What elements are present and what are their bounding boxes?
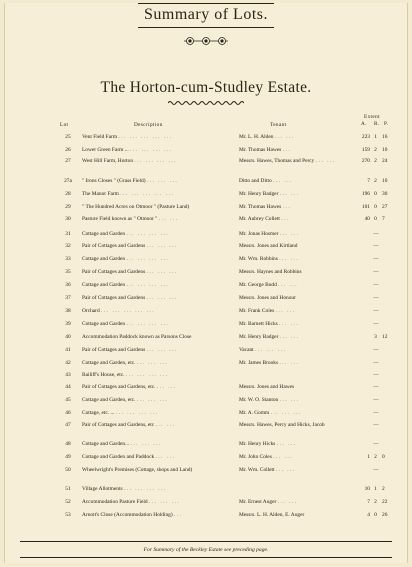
leader-dots: ... ... ... [270, 410, 302, 416]
tenant-name: Mr. Wm. Collett ... ... [239, 467, 296, 473]
leader-dots: ... ... [277, 499, 298, 505]
lot-description: Cottage and Garden... ... ... ... [82, 441, 162, 447]
extent-perches: 27 [382, 204, 388, 210]
leader-dots: ... ... [273, 454, 294, 460]
extent-none: — [373, 467, 379, 473]
lot-description: Wheelwright's Premises (Cottage, shops and Land) [82, 467, 193, 473]
lot-number: 50 [65, 467, 71, 473]
extent-none: — [373, 441, 379, 447]
leader-dots: ... ... [278, 282, 299, 288]
lot-description: Pair of Cottages and Gardens ... ... ... [82, 295, 178, 301]
extent-roods: 0 [374, 512, 377, 518]
lot-description: Cottage and Garden ... ... ... ... [82, 282, 170, 288]
extent-none: — [373, 360, 379, 366]
leader-dots: ... ... ... [148, 499, 181, 505]
lot-description: Pair of Cottages and Gardens, etc ... ... [82, 422, 176, 428]
leader-dots: ... ... ... [146, 347, 178, 353]
leader-dots: ... ... ... [146, 178, 179, 184]
tenant-name: Mr. A. Gomm ... ... ... [239, 410, 302, 416]
tenant-name: Vacant ... ... ... [239, 347, 287, 353]
wave-divider-icon [168, 100, 244, 106]
lot-number: 32 [65, 243, 71, 249]
lot-description: The Manor Farm ... ... ... ... ... [82, 191, 175, 197]
tenant-name: Messrs. L. H. Alden, E. Auger [239, 512, 305, 518]
extent-acres: 101 [361, 204, 370, 210]
page-title: Summary of Lots. [144, 6, 268, 23]
lot-description: West Hill Farm, Horton ... ... ... ... [82, 158, 178, 164]
extent-perches: 16 [382, 134, 388, 140]
extent-none: — [373, 243, 379, 249]
extent-acres: 196 [361, 191, 370, 197]
lot-number: 37 [65, 295, 71, 301]
lot-description: Bailiff's House, etc. ... ... ... ... [82, 372, 169, 378]
estate-title: The Horton-cum-Studley Estate. [100, 79, 312, 96]
lot-description: Pasture Field known as " Otmoor " ... ... [82, 216, 179, 222]
extent-acres: 4 [367, 512, 370, 518]
leader-dots: ... ... [279, 360, 300, 366]
ornament-icon [0, 35, 412, 49]
leader-dots: ... ... ... [130, 441, 162, 447]
lot-description: Accommodation Pasture Field ... ... ... [82, 499, 181, 505]
lot-number: 49 [65, 454, 71, 460]
leader-dots: ... [281, 216, 290, 222]
tenant-name: Ditto and Ditto ... ... [239, 178, 293, 184]
lot-description: Cottage and Garden and Paddock ... ... [82, 454, 176, 460]
lot-description: Lower Green Farm ... ... ... ... ... [82, 147, 173, 153]
leader-dots: ... ... [279, 256, 300, 262]
leader-dots: ... ... [275, 467, 296, 473]
lot-number: 30 [65, 216, 71, 222]
leader-dots: ... ... ... ... ... [101, 308, 156, 314]
leader-dots: ... ... ... [136, 397, 169, 403]
extent-none: — [373, 269, 379, 275]
extent-perches: 24 [382, 158, 388, 164]
leader-dots: ... ... ... [146, 243, 178, 249]
tenant-name: Mr. W. O. Stanton ... ... [239, 397, 300, 403]
leader-dots: ... ... ... ... [126, 231, 170, 237]
footnote-rule-top [20, 541, 392, 542]
extent-perches: 0 [382, 454, 385, 460]
header-roods: R. [374, 121, 380, 127]
tenant-name: Mr. Ernest Auger ... ... [239, 499, 298, 505]
header-lot: Lot [60, 122, 69, 128]
extent-none: — [373, 372, 379, 378]
extent-perches: 10 [382, 147, 388, 153]
lot-description: Pair of Cottages and Gardens ... ... ... [82, 243, 178, 249]
extent-roods: 2 [374, 147, 377, 153]
lot-number: 36 [65, 282, 71, 288]
lot-description: Cottage, etc. ... ... ... ... ... [82, 410, 159, 416]
extent-roods: 0 [374, 216, 377, 222]
footnote: For Summary of the Beckley Estate see preceding page. [143, 547, 269, 553]
extent-none: — [373, 410, 379, 416]
extent-acres: 1 [367, 454, 370, 460]
extent-roods: 2 [374, 178, 377, 184]
extent-acres: 159 [361, 147, 370, 153]
tenant-name: Mr. George Budd ... ... [239, 282, 299, 288]
header-tenant: Tenant [270, 122, 287, 128]
extent-roods: 2 [374, 158, 377, 164]
lot-description: " Irons Closes " (Grass Field) ... ... ... [82, 178, 179, 184]
tenant-name: Mr. Thomas Hawes ... [239, 204, 292, 210]
leader-dots: ... ... ... [146, 295, 178, 301]
extent-perches: 22 [382, 499, 388, 505]
extent-roods: 2 [374, 499, 377, 505]
tenant-name: Messrs. Hawes, Thomas and Percy ... ... [239, 158, 336, 164]
leader-dots: ... ... [276, 441, 297, 447]
lot-number: 31 [65, 231, 71, 237]
lot-number: 44 [65, 384, 71, 390]
title-rule-bottom [138, 27, 274, 28]
tenant-name: Mr. Henry Badger ... ... [239, 334, 300, 340]
lot-number: 53 [65, 512, 71, 518]
leader-dots: ... ... [156, 384, 177, 390]
extent-none: — [373, 422, 379, 428]
lot-number: 35 [65, 269, 71, 275]
leader-dots: ... ... ... ... [123, 486, 167, 492]
header-perches: P. [384, 121, 389, 127]
extent-acres: 7 [367, 499, 370, 505]
lot-number: 47 [65, 422, 71, 428]
leader-dots: ... ... ... [255, 347, 287, 353]
header-extent: Extent [364, 114, 380, 120]
leader-dots: ... ... [155, 422, 176, 428]
title-rule-top [138, 3, 274, 4]
tenant-name: Messrs. Jones and Hawes [239, 384, 295, 390]
tenant-name: Mr. Jonas Hosmer ... ... [239, 231, 300, 237]
tenant-name: Mr. Aubrey Collett ... [239, 216, 290, 222]
lot-number: 26 [65, 147, 71, 153]
leader-dots: ... ... ... ... ... [120, 191, 175, 197]
lot-number: 42 [65, 360, 71, 366]
leader-dots: ... ... [158, 216, 179, 222]
leader-dots: ... ... ... [136, 360, 169, 366]
leader-dots: ... ... [315, 158, 336, 164]
extent-acres: 223 [361, 134, 370, 140]
tenant-name: Mr. Henry Hicks ... ... [239, 441, 297, 447]
tenant-name: Messrs. Jones and Kirtland [239, 243, 298, 249]
leader-dots: ... ... [279, 231, 300, 237]
leader-dots: ... ... ... [146, 269, 178, 275]
extent-roods: 2 [374, 454, 377, 460]
lot-description: Cottage and Garden, etc. ... ... ... [82, 397, 169, 403]
leader-dots: ... [282, 204, 292, 210]
lot-description: Pair of Cottages and Gardens, etc. ... ... [82, 384, 177, 390]
lot-description: Cottage and Garden ... ... ... ... [82, 256, 170, 262]
lot-description: Pair of Cottages and Gardens ... ... ... [82, 347, 178, 353]
extent-roods: 1 [374, 486, 377, 492]
lot-number: 45 [65, 397, 71, 403]
leader-dots: ... ... [279, 321, 300, 327]
lot-description: Village Allotments ... ... ... ... [82, 486, 167, 492]
leader-dots: ... ... ... ... [134, 158, 178, 164]
tenant-name: Mr. Henry Badger ... ... [239, 191, 300, 197]
extent-roods: 1 [374, 134, 377, 140]
tenant-name: Mr. Wm. Robbins ... ... [239, 256, 300, 262]
tenant-name: Messrs. Hawes, Percy and Hicks, Jacob [239, 422, 325, 428]
tenant-name: Mr. Frank Coles ... ... [239, 308, 296, 314]
lot-description: Arnott's Close (Accommodation Holding) ... [82, 512, 183, 518]
lot-number: 28 [65, 191, 71, 197]
leader-dots: ... ... [279, 397, 300, 403]
leader-dots: ... ... ... ... [126, 321, 170, 327]
tenant-name: Mr. James Brooks ... ... [239, 360, 300, 366]
lot-number: 52 [65, 499, 71, 505]
lot-number: 27a [64, 178, 72, 184]
lot-number: 43 [65, 372, 71, 378]
lot-description: Orchard ... ... ... ... ... [82, 308, 156, 314]
lot-number: 29 [65, 204, 71, 210]
lot-number: 40 [65, 334, 71, 340]
extent-perches: 2 [382, 486, 385, 492]
leader-dots: ... ... ... ... [126, 256, 170, 262]
extent-perches: 12 [382, 334, 388, 340]
lot-number: 38 [65, 308, 71, 314]
lot-number: 48 [65, 441, 71, 447]
extent-none: — [373, 282, 379, 288]
extent-none: — [373, 256, 379, 262]
lot-description: Accommodation Paddock known as Parsons Close [82, 334, 192, 340]
extent-none: — [373, 347, 379, 353]
leader-dots: ... ... ... ... ... [118, 134, 173, 140]
tenant-name: Mr. John Coles ... ... [239, 454, 294, 460]
extent-none: — [373, 295, 379, 301]
extent-acres: 7 [367, 178, 370, 184]
extent-none: — [373, 308, 379, 314]
extent-none: — [373, 231, 379, 237]
leader-dots: ... ... ... ... [130, 147, 173, 153]
lot-description: Pair of Cottages and Gardens ... ... ... [82, 269, 178, 275]
extent-none: — [373, 321, 379, 327]
header-acres: A. [361, 121, 367, 127]
extent-perches: 7 [382, 216, 385, 222]
lot-number: 41 [65, 347, 71, 353]
tenant-name: Messrs. Haynes and Robbins [239, 269, 302, 275]
lot-number: 27 [65, 158, 71, 164]
lot-description: Cottage and Garden ... ... ... ... [82, 321, 170, 327]
lot-number: 25 [65, 134, 71, 140]
tenant-name: Mr. Thomas Hawes ... [239, 147, 292, 153]
extent-roods: 0 [374, 191, 377, 197]
tenant-name: Mr. Barnett Hicks ... ... [239, 321, 300, 327]
leader-dots: ... ... [275, 308, 296, 314]
extent-acres: 40 [364, 216, 370, 222]
leader-dots: ... [174, 512, 183, 518]
lot-number: 39 [65, 321, 71, 327]
extent-acres: 270 [361, 158, 370, 164]
lot-number: 46 [65, 410, 71, 416]
footnote-rule-bottom [20, 557, 392, 558]
extent-perches: 10 [382, 178, 388, 184]
extent-acres: 10 [364, 486, 370, 492]
extent-perches: 30 [382, 191, 388, 197]
leader-dots: ... ... [273, 178, 293, 184]
leader-dots: ... [282, 147, 292, 153]
lot-description: " The Hundred Acres on Otmoor " (Pasture Land) [82, 204, 190, 210]
leader-dots: ... ... [274, 134, 295, 140]
lot-number: 51 [65, 486, 71, 492]
leader-dots: ... ... [279, 334, 300, 340]
extent-roods: 0 [374, 204, 377, 210]
extent-none: — [373, 397, 379, 403]
tenant-name: Mr. L. H. Alden ... ... [239, 134, 295, 140]
leader-dots: ... ... ... ... [126, 282, 170, 288]
extent-roods: 3 [374, 334, 377, 340]
extent-perches: 26 [382, 512, 388, 518]
lot-description: Vent Field Farm ... ... ... ... ... [82, 134, 173, 140]
leader-dots: ... ... ... ... [115, 410, 159, 416]
lot-description: Cottage and Garden ... ... ... ... [82, 231, 170, 237]
header-description: Description [134, 122, 163, 128]
leader-dots: ... ... [279, 191, 300, 197]
lot-number: 33 [65, 256, 71, 262]
leader-dots: ... ... ... ... [125, 372, 169, 378]
extent-none: — [373, 384, 379, 390]
tenant-name: Messrs. Jones and Honour [239, 295, 296, 301]
lot-description: Cottage and Garden, etc. ... ... ... [82, 360, 169, 366]
leader-dots: ... ... [155, 454, 176, 460]
